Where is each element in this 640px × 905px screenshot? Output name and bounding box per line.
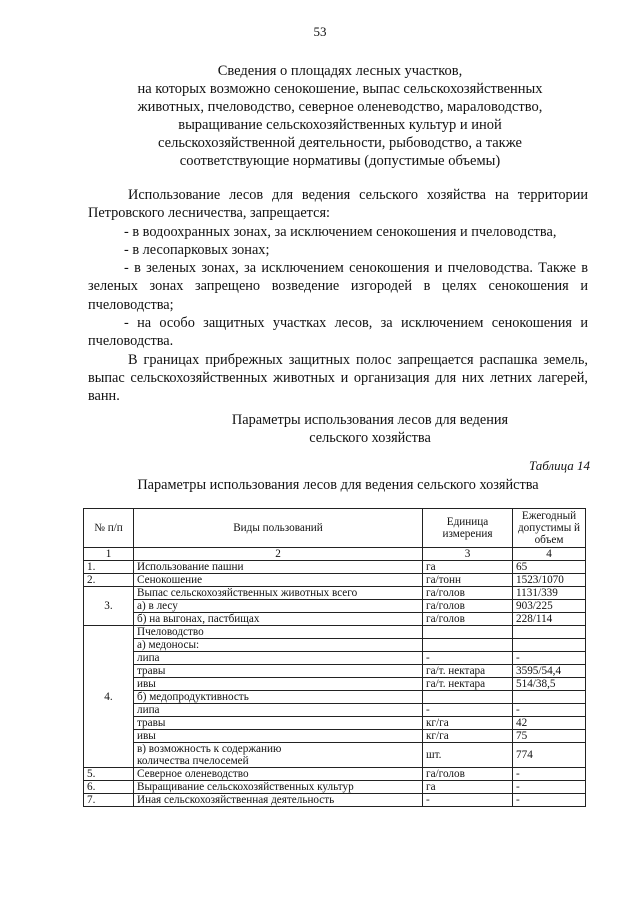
table-row: [84, 626, 586, 639]
usage-type: а) медоносы:: [134, 639, 423, 652]
row-number: 7.: [84, 794, 134, 807]
header-cell: Виды пользований: [134, 509, 423, 548]
annual-volume: 75: [513, 730, 586, 743]
unit: га/голов: [423, 587, 513, 600]
table-row: [84, 704, 586, 717]
unit: га/т. нектара: [423, 678, 513, 691]
unit: [423, 639, 513, 652]
row-number: 4.: [84, 626, 134, 768]
column-number: 3: [423, 548, 513, 561]
table-header-row: [84, 509, 586, 548]
column-number: 1: [84, 548, 134, 561]
table-row: [84, 678, 586, 691]
list-item: - на особо защитных участках лесов, за исключением сенокошения и пчеловодства.: [88, 315, 588, 350]
annual-volume: 1131/339: [513, 587, 586, 600]
usage-type: а) в лесу: [134, 600, 423, 613]
body-text: [88, 186, 588, 406]
unit: шт.: [423, 743, 513, 768]
list-item: - в зеленых зонах, за исключением сенокошения и пчеловодства. Также в зеленых зонах запрещено возведение изгородей в целях сенокошения и пчеловодства;: [88, 260, 588, 313]
title-line: животных, пчеловодство, северное оленеводство, мараловодство,: [137, 99, 543, 115]
annual-volume: 65: [513, 561, 586, 574]
document-title: [60, 62, 620, 170]
annual-volume: -: [513, 704, 586, 717]
title-line: выращивание сельскохозяйственных культур и иной: [178, 117, 502, 133]
parameters-table: [83, 508, 586, 807]
subtitle-line: сельского хозяйства: [309, 430, 431, 446]
header-cell: № п/п: [84, 509, 134, 548]
section-subtitle: [100, 411, 640, 447]
title-line: на которых возможно сенокошение, выпас сельскохозяйственных: [137, 81, 543, 97]
table-row: [84, 781, 586, 794]
unit: га/голов: [423, 613, 513, 626]
usage-type: б) медопродуктивность: [134, 691, 423, 704]
row-number: 1.: [84, 561, 134, 574]
table-number: Таблица 14: [528, 458, 590, 473]
table-row: [84, 665, 586, 678]
usage-type: Иная сельскохозяйственная деятельность: [134, 794, 423, 807]
table-row: [84, 768, 586, 781]
usage-type-line: в) возможность к содержанию: [137, 743, 282, 755]
title-line: сельскохозяйственной деятельности, рыбоводство, а также: [158, 135, 522, 151]
annual-volume: [513, 691, 586, 704]
annual-volume: 42: [513, 717, 586, 730]
table-row: [84, 794, 586, 807]
list-item: - в лесопарковых зонах;: [124, 241, 270, 258]
table-row: [84, 730, 586, 743]
row-number: 6.: [84, 781, 134, 794]
row-number: 3.: [84, 587, 134, 626]
column-number: 2: [134, 548, 423, 561]
unit: [423, 626, 513, 639]
title-line: соответствующие нормативы (допустимые объемы): [179, 153, 501, 169]
usage-type: Северное оленеводство: [134, 768, 423, 781]
usage-type: Пчеловодство: [134, 626, 423, 639]
paragraph: В границах прибрежных защитных полос запрещается распашка земель, выпас сельскохозяйственных животных и организация для них летних лагерей, ванн.: [88, 351, 588, 405]
row-number: 5.: [84, 768, 134, 781]
unit: -: [423, 704, 513, 717]
table-row: [84, 639, 586, 652]
usage-type: ивы: [134, 678, 423, 691]
table-row: [84, 574, 586, 587]
table-row: [84, 691, 586, 704]
header-cell: Единица измерения: [423, 509, 513, 548]
table-title: Параметры использования лесов для ведения сельского хозяйства: [137, 477, 539, 493]
usage-type: травы: [134, 665, 423, 678]
annual-volume: -: [513, 794, 586, 807]
title-line: Сведения о площадях лесных участков,: [217, 63, 463, 79]
unit: га/тонн: [423, 574, 513, 587]
unit: га/голов: [423, 768, 513, 781]
header-cell: Ежегодный допустимы й объем: [513, 509, 586, 548]
table-row: [84, 652, 586, 665]
column-number-row: [84, 548, 586, 561]
annual-volume: -: [513, 652, 586, 665]
list-item: - в водоохранных зонах, за исключением сенокошения и пчеловодства,: [124, 223, 557, 240]
row-number: 2.: [84, 574, 134, 587]
annual-volume: 514/38,5: [513, 678, 586, 691]
unit: -: [423, 794, 513, 807]
usage-type: липа: [134, 652, 423, 665]
usage-type: [134, 743, 423, 768]
table-row: [84, 613, 586, 626]
column-number: 4: [513, 548, 586, 561]
annual-volume: -: [513, 768, 586, 781]
annual-volume: 1523/1070: [513, 574, 586, 587]
annual-volume: 774: [513, 743, 586, 768]
unit: кг/га: [423, 730, 513, 743]
usage-type-line: количества пчелосемей: [137, 755, 249, 767]
page-number: 53: [313, 24, 327, 39]
usage-type: Использование пашни: [134, 561, 423, 574]
annual-volume: [513, 626, 586, 639]
annual-volume: 903/225: [513, 600, 586, 613]
usage-type: б) на выгонах, пастбищах: [134, 613, 423, 626]
table-row: [84, 743, 586, 768]
table-row: [84, 600, 586, 613]
unit: [423, 691, 513, 704]
usage-type: Выращивание сельскохозяйственных культур: [134, 781, 423, 794]
unit: га: [423, 561, 513, 574]
table-row: [84, 561, 586, 574]
unit: га/т. нектара: [423, 665, 513, 678]
annual-volume: 3595/54,4: [513, 665, 586, 678]
usage-type: Выпас сельскохозяйственных животных всего: [134, 587, 423, 600]
annual-volume: 228/114: [513, 613, 586, 626]
unit: -: [423, 652, 513, 665]
subtitle-line: Параметры использования лесов для ведения: [231, 412, 509, 428]
annual-volume: [513, 639, 586, 652]
unit: га/голов: [423, 600, 513, 613]
unit: кг/га: [423, 717, 513, 730]
paragraph: Использование лесов для ведения сельского хозяйства на территории Петровского лесничества, запрещается:: [88, 187, 588, 222]
table-row: [84, 717, 586, 730]
usage-type: травы: [134, 717, 423, 730]
unit: га: [423, 781, 513, 794]
usage-type: липа: [134, 704, 423, 717]
table-row: [84, 587, 586, 600]
usage-type: Сенокошение: [134, 574, 423, 587]
usage-type: ивы: [134, 730, 423, 743]
annual-volume: -: [513, 781, 586, 794]
